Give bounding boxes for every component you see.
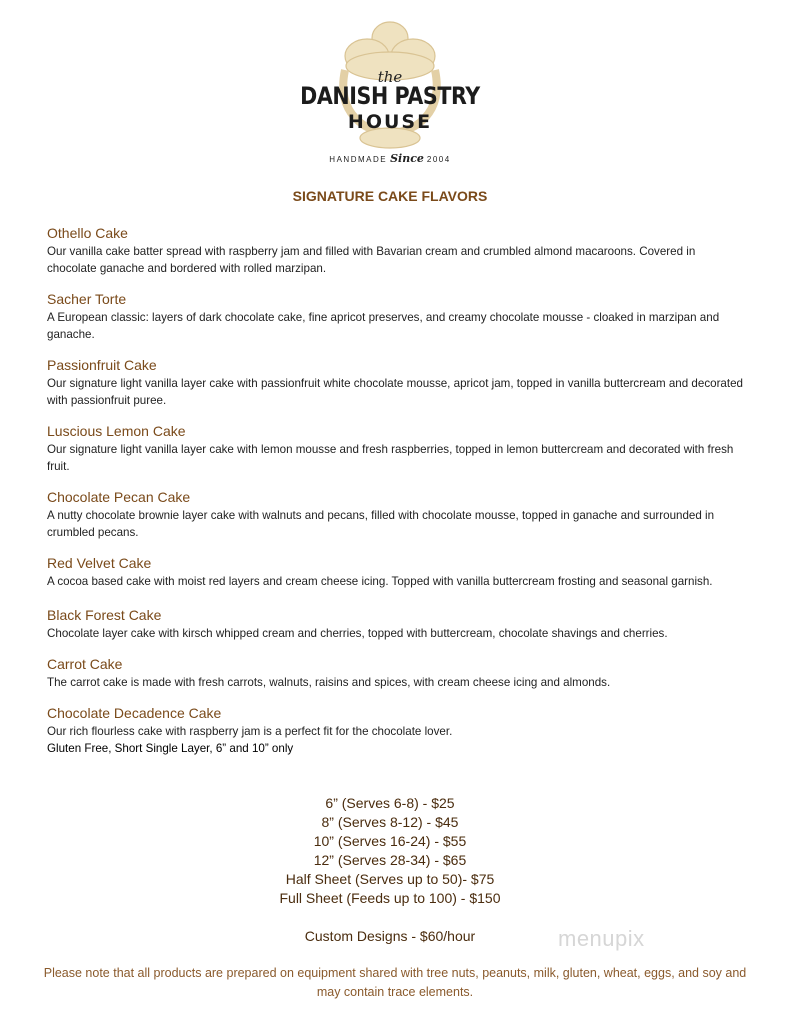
cake-item [47, 290, 747, 343]
cake-description: Chocolate layer cake with kirsch whipped cream and cherries, topped with buttercream, chocolate shavings and cherries. [47, 627, 668, 640]
cake-item [47, 356, 747, 409]
tagline-handmade: HANDMADE [329, 155, 388, 164]
cake-name: Chocolate Decadence Cake [47, 705, 222, 721]
cake-item [47, 224, 747, 277]
logo-name: DANISH PASTRY [300, 82, 480, 110]
cake-name: Red Velvet Cake [47, 555, 152, 571]
cake-name: Black Forest Cake [47, 607, 162, 623]
cake-item [47, 554, 747, 590]
cake-item [47, 606, 747, 642]
cake-description: Our signature light vanilla layer cake with passionfruit white chocolate mousse, apricot jam, topped in vanilla buttercream and decorated with passionfruit puree. [47, 377, 743, 407]
cake-note: Gluten Free, Short Single Layer, 6” and 10” only [47, 742, 294, 755]
cake-name: Chocolate Pecan Cake [47, 489, 191, 505]
cake-description: A nutty chocolate brownie layer cake with walnuts and pecans, filled with chocolate mousse, topped in ganache and surrounded in crumbled pecans. [47, 509, 715, 539]
logo-tagline [285, 152, 495, 165]
logo-house: HOUSE [347, 111, 433, 133]
price-list [0, 794, 780, 946]
logo [285, 8, 495, 168]
cake-name: Sacher Torte [47, 291, 127, 307]
tagline-year: 2004 [426, 155, 451, 164]
section-title: SIGNATURE CAKE FLAVORS [292, 188, 488, 204]
cake-description: Our vanilla cake batter spread with raspberry jam and filled with Bavarian cream and crumbled almond macaroons. Covered in chocolate ganache and bordered with rolled marzipan. [47, 245, 696, 275]
cake-name: Passionfruit Cake [47, 357, 157, 373]
tagline-since: Since [390, 152, 424, 165]
price-row: 6” (Serves 6-8) - $25 [325, 795, 455, 811]
cake-name: Luscious Lemon Cake [47, 423, 186, 439]
price-row: Half Sheet (Serves up to 50)- $75 [285, 871, 495, 887]
cake-name: Othello Cake [47, 225, 128, 241]
cake-description: Our signature light vanilla layer cake with lemon mousse and fresh raspberries, topped in lemon buttercream and decorated with fresh fruit. [47, 443, 734, 473]
cake-name: Carrot Cake [47, 656, 123, 672]
cake-item [47, 488, 747, 541]
cake-description: A European classic: layers of dark chocolate cake, fine apricot preserves, and creamy chocolate mousse - cloaked in marzipan and ganache. [47, 311, 720, 341]
watermark: menupix [558, 926, 645, 951]
cake-item [47, 655, 747, 691]
cake-list [47, 224, 747, 770]
price-row: 8” (Serves 8-12) - $45 [321, 814, 459, 830]
allergy-note: Please note that all products are prepared on equipment shared with tree nuts, peanuts, milk, gluten, wheat, eggs, and soy and may contain trace elements. [43, 966, 747, 999]
price-row: 10” (Serves 16-24) - $55 [313, 833, 467, 849]
logo-the: the [377, 68, 403, 86]
cake-item [47, 422, 747, 475]
cake-item [47, 704, 747, 757]
cake-description: The carrot cake is made with fresh carrots, walnuts, raisins and spices, with cream cheese icing and almonds. [47, 676, 611, 689]
price-row: Full Sheet (Feeds up to 100) - $150 [279, 890, 501, 906]
price-row: 12” (Serves 28-34) - $65 [313, 852, 467, 868]
cake-description: Our rich flourless cake with raspberry jam is a perfect fit for the chocolate lover. [47, 725, 453, 738]
custom-designs-price: Custom Designs - $60/hour [304, 928, 476, 944]
cake-description: A cocoa based cake with moist red layers and cream cheese icing. Topped with vanilla buttercream frosting and seasonal garnish. [47, 575, 713, 588]
